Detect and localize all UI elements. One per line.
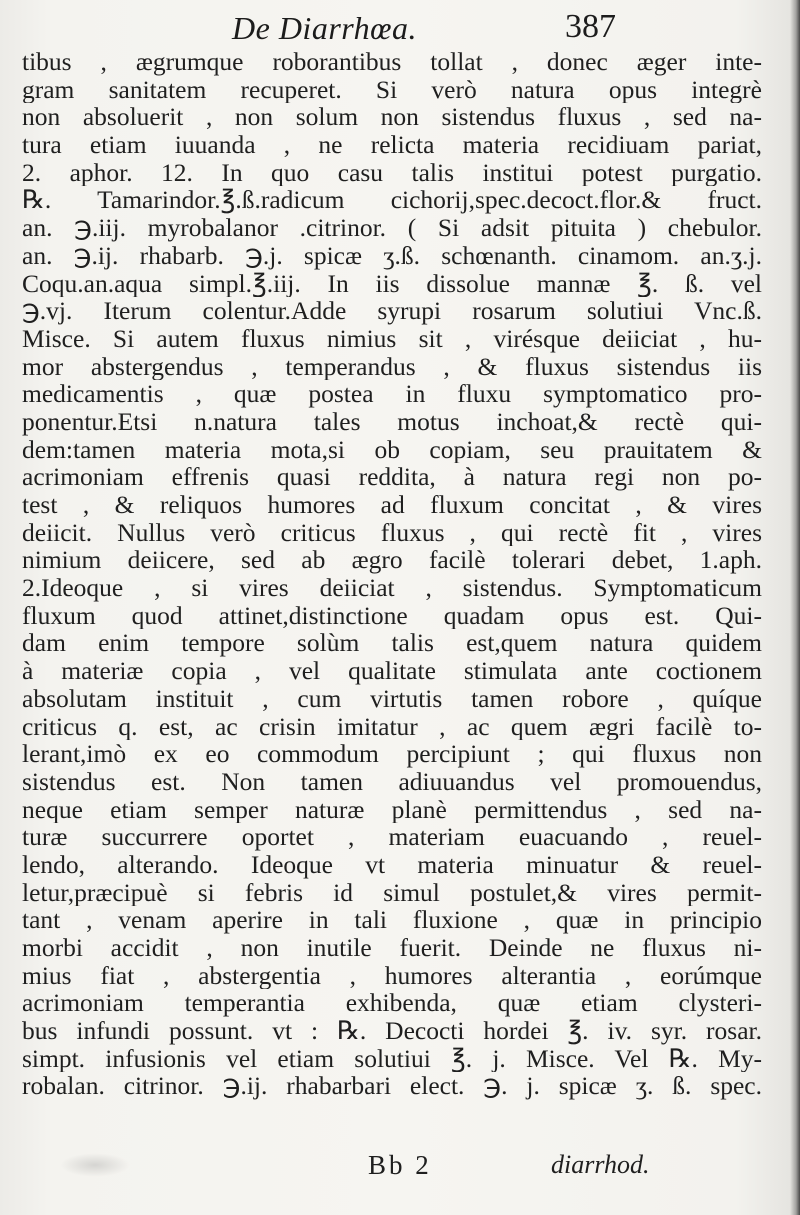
text-line: simpt. infusionis vel etiam solutiui ℥. j. Misce. Vel ℞. My-	[22, 1044, 762, 1073]
text-line: Coqu.an.aqua simpl.℥.iij. In iis dissolue mannæ ℥. ß. vel	[22, 269, 762, 298]
text-line: criticus q. est, ac crisin imitatur , ac quem ægri facilè to-	[22, 712, 762, 741]
text-line: gram sanitatem recuperet. Si verò natura opus integrè	[22, 75, 762, 104]
text-line: ℈.vj. Iterum colentur.Adde syrupi rosarum solutiui Vnc.ß.	[22, 297, 762, 325]
text-line: acrimoniam effrenis quasi reddita, à natura regi non po-	[22, 463, 762, 491]
text-line: an. ℈.ij. rhabarb. ℈.j. spicæ ʒ.ß. schœnanth. cinamom. an.ʒ.j.	[22, 241, 762, 270]
text-line: neque etiam semper naturæ planè permittendus , sed na-	[22, 795, 762, 824]
text-line: lerant,imò ex eo commodum percipiunt ; qui fluxus non	[22, 740, 762, 768]
text-line: mius fiat , abstergentia , humores alterantia , eorúmque	[22, 961, 762, 990]
text-line: medicamentis , quæ postea in fluxu symptomatico pro-	[22, 380, 762, 408]
text-line: lendo, alterando. Ideoque vt materia minuatur & reuel-	[22, 850, 762, 879]
text-line: fluxum quod attinet,distinctione quadam opus est. Qui-	[22, 601, 762, 630]
signature-mark: Bb 2	[368, 1150, 432, 1180]
text-line: tura etiam iuuanda , ne relicta materia recidiuam pariat,	[22, 131, 762, 159]
text-line: ponentur.Etsi n.natura tales motus inchoat,& rectè qui-	[22, 407, 762, 436]
text-line: acrimoniam temperantia exhibenda, quæ etiam clysteri-	[22, 989, 762, 1018]
page-edge-shadow	[790, 0, 800, 1215]
text-line: letur,præcipuè si febris id simul postulet,& vires permit-	[22, 878, 762, 907]
text-line: bus infundi possunt. vt : ℞. Decocti hordei ℥. iv. syr. rosar.	[22, 1017, 762, 1045]
running-title: De Diarrhœa.	[232, 10, 417, 46]
text-line: 2. aphor. 12. In quo casu talis institui potest purgatio.	[22, 158, 762, 187]
text-line: ℞. Tamarindor.℥.ß.radicum cichorij,spec.decoct.flor.& fruct.	[22, 186, 762, 215]
text-line: dam enim tempore solùm talis est,quem natura quidem	[22, 629, 762, 658]
text-line: tibus , ægrumque roborantibus tollat , donec æger inte-	[22, 48, 762, 76]
body-text	[22, 48, 762, 1100]
page-number: 387	[565, 8, 616, 45]
text-line: Misce. Si autem fluxus nimius sit , virésque deiiciat , hu-	[22, 324, 762, 353]
text-line: robalan. citrinor. ℈.ij. rhabarbari elect. ℈. j. spicæ ʒ. ß. spec.	[22, 1072, 762, 1101]
text-line: mor abstergendus , temperandus , & fluxus sistendus iis	[22, 352, 762, 381]
text-line: turæ succurrere oportet , materiam euacuando , reuel-	[22, 823, 762, 851]
text-line: tant , venam aperire in tali fluxione , quæ in principio	[22, 906, 762, 934]
text-line: deiicit. Nullus verò criticus fluxus , qui rectè fit , vires	[22, 518, 762, 547]
text-line: test , & reliquos humores ad fluxum concitat , & vires	[22, 491, 762, 519]
catchword: diarrhod.	[551, 1150, 650, 1179]
text-line: an. ℈.iij. myrobalanor .citrinor. ( Si adsit pituita ) chebulor.	[22, 214, 762, 242]
text-line: 2.Ideoque , si vires deiiciat , sistendus. Symptomaticum	[22, 574, 762, 602]
text-line: absolutam instituit , cum virtutis tamen robore , quíque	[22, 684, 762, 713]
text-line: à materiæ copia , vel qualitate stimulata ante coctionem	[22, 657, 762, 685]
text-line: sistendus est. Non tamen adiuuandus vel promouendus,	[22, 767, 762, 796]
text-line: morbi accidit , non inutile fuerit. Deinde ne fluxus ni-	[22, 934, 762, 962]
text-line: nimium deiicere, sed ab ægro facilè tolerari debet, 1.aph.	[22, 546, 762, 575]
text-line: dem:tamen materia mota,si ob copiam, seu prauitatem &	[22, 435, 762, 464]
text-line: non absoluerit , non solum non sistendus fluxus , sed na-	[22, 103, 762, 132]
page-footer	[0, 1150, 800, 1190]
page-header	[0, 6, 800, 52]
